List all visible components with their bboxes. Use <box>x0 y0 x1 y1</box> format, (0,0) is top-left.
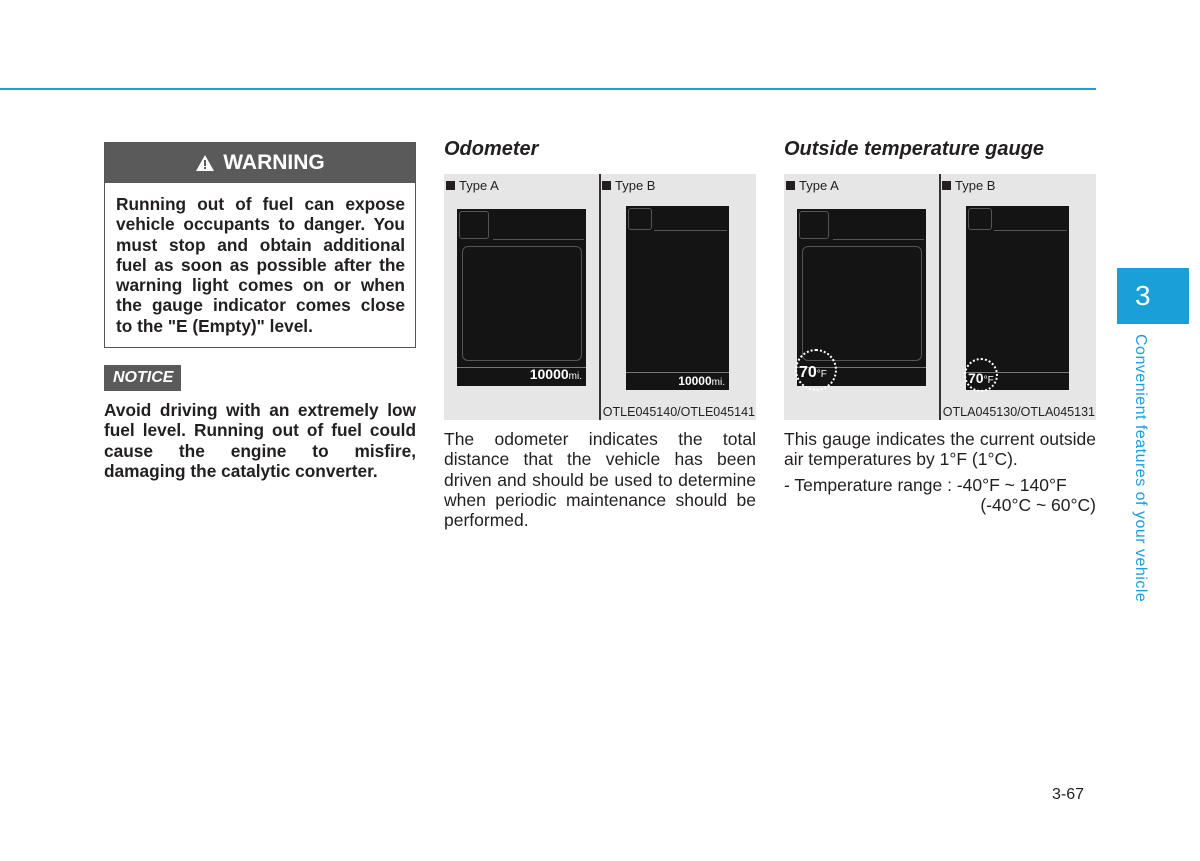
header-rule <box>0 88 1096 90</box>
panel-divider <box>599 174 601 420</box>
warning-triangle-icon <box>195 154 215 172</box>
cluster-inner-panel <box>462 246 582 361</box>
odometer-reading-b: 10000mi. <box>678 374 725 388</box>
square-bullet-icon <box>446 181 455 190</box>
warning-box <box>104 142 416 348</box>
odometer-reading-a: 10000mi. <box>529 366 582 382</box>
temperature-cluster-a <box>797 209 926 386</box>
odometer-cluster-b <box>626 206 729 390</box>
temperature-reading-b: 70°F <box>968 370 994 386</box>
square-bullet-icon <box>602 181 611 190</box>
indicator-box <box>799 211 829 239</box>
indicator-box <box>628 208 652 230</box>
temperature-type-b-label: Type B <box>942 178 995 193</box>
temperature-range: - Temperature range : -40°F ~ 140°F <box>784 475 1067 495</box>
warning-header <box>105 143 415 183</box>
odometer-type-a-label: Type A <box>446 178 499 193</box>
odometer-description: The odometer indicates the total distance that the vehicle has been driven and should be used to determine when periodic maintenance should be performed. <box>444 429 756 531</box>
notice-text: Avoid driving with an extremely low fuel level. Running out of fuel could cause the engine to misfire, damaging the catalytic converter. <box>104 400 416 481</box>
square-bullet-icon <box>942 181 951 190</box>
chapter-tab <box>1117 268 1189 324</box>
temperature-type-a-label: Type A <box>786 178 839 193</box>
cluster-inner-panel <box>802 246 922 361</box>
notice-tag: NOTICE <box>104 365 181 391</box>
temperature-image-code: OTLA045130/OTLA045131 <box>942 405 1095 419</box>
temperature-description: This gauge indicates the current outside air temperatures by 1°F (1°C). <box>784 429 1096 470</box>
chapter-title: Convenient features of your vehicle <box>1132 334 1149 603</box>
page-number: 3-67 <box>1052 786 1085 803</box>
chapter-number: 3 <box>1135 280 1151 311</box>
square-bullet-icon <box>786 181 795 190</box>
warning-text: Running out of fuel can expose vehicle occupants to danger. You must stop and obtain additional fuel as soon as possible after the warning light comes on or when the gauge indicator comes close to the "E (Empty)" level. <box>116 194 405 336</box>
warning-title: WARNING <box>223 151 325 174</box>
temperature-reading-a: 70°F <box>799 364 827 381</box>
indicator-box <box>968 208 992 230</box>
odometer-cluster-a <box>457 209 586 386</box>
temperature-illustration <box>784 174 1096 420</box>
temperature-range-celsius: (-40°C ~ 60°C) <box>980 495 1096 515</box>
odometer-type-b-label: Type B <box>602 178 655 193</box>
indicator-box <box>459 211 489 239</box>
odometer-image-code: OTLE045140/OTLE045141 <box>602 405 755 419</box>
panel-divider <box>939 174 941 420</box>
odometer-illustration <box>444 174 756 420</box>
temperature-cluster-b <box>966 206 1069 390</box>
odometer-heading: Odometer <box>444 138 539 160</box>
temperature-heading: Outside temperature gauge <box>784 138 1045 160</box>
